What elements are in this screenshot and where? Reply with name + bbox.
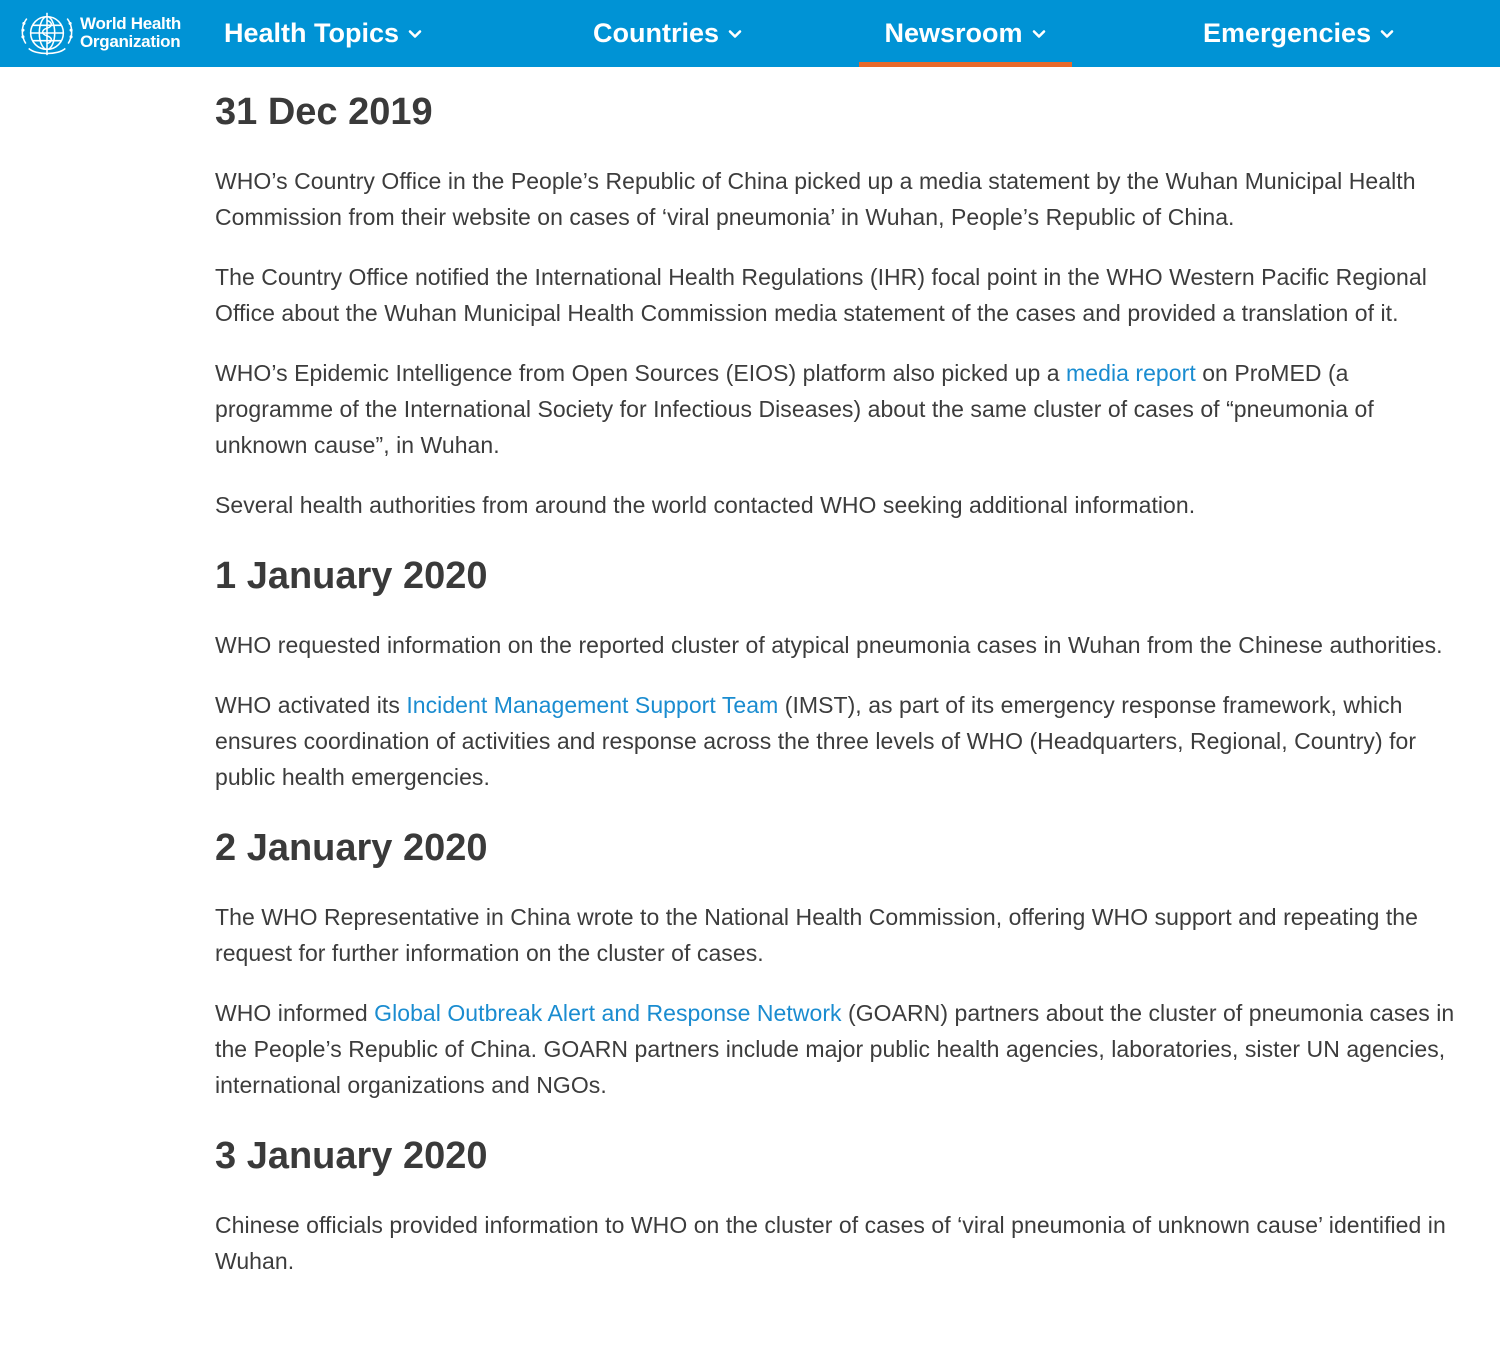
logo-line-1: World Health (80, 14, 181, 33)
nav-label: Emergencies (1203, 18, 1372, 48)
chevron-down-icon (407, 26, 423, 42)
article-body (215, 67, 1465, 1279)
chevron-down-icon (1379, 26, 1395, 42)
timeline-paragraph: WHO’s Country Office in the People’s Republic of China picked up a media statement by the Wuhan Municipal Health Commission from their website on cases of ‘viral pneumonia’ in Wuhan, People’s Republic of China. (215, 168, 1416, 230)
chevron-down-icon (727, 26, 743, 42)
timeline-date-heading: 1 January 2020 (215, 555, 488, 597)
nav-label: Newsroom (884, 18, 1023, 48)
who-emblem-icon (18, 7, 76, 59)
paragraph-text: WHO activated its (215, 692, 407, 718)
timeline-paragraph (215, 995, 1465, 1103)
paragraph-text: WHO informed (215, 1000, 375, 1026)
paragraph-text: (IMST), as part of its emergency response framework, which ensures coordination of activities and response across the three levels of WHO (Headquarters, Regional, Country) for public health emergencies. (215, 692, 1417, 790)
who-logo[interactable] (18, 6, 181, 60)
media-report-link[interactable]: media report (1066, 360, 1196, 386)
nav-label: Health Topics (224, 18, 400, 48)
nav-emergencies[interactable] (1203, 0, 1395, 67)
paragraph-text: WHO’s Epidemic Intelligence from Open Sources (EIOS) platform also picked up a (215, 360, 1067, 386)
imst-link[interactable]: Incident Management Support Team (406, 692, 779, 718)
nav-health-topics[interactable] (224, 0, 423, 67)
paragraph-text: (GOARN) partners about the cluster of pneumonia cases in the People’s Republic of China. GOARN partners include major public health agencies, laboratories, sister UN agencies, international organizations and NGOs. (215, 1000, 1455, 1098)
top-navigation-bar (0, 0, 1500, 67)
timeline-paragraph (215, 355, 1465, 463)
goarn-link[interactable]: Global Outbreak Alert and Response Network (374, 1000, 842, 1026)
timeline-date-heading: 3 January 2020 (215, 1135, 488, 1177)
chevron-down-icon (1031, 26, 1047, 42)
nav-label: Countries (593, 18, 720, 48)
nav-newsroom[interactable] (859, 0, 1072, 67)
timeline-paragraph: The WHO Representative in China wrote to the National Health Commission, offering WHO support and repeating the request for further information on the cluster of cases. (215, 904, 1418, 966)
timeline-date-heading: 2 January 2020 (215, 827, 488, 869)
timeline-paragraph: Several health authorities from around the world contacted WHO seeking additional information. (215, 492, 1196, 518)
timeline-paragraph: The Country Office notified the International Health Regulations (IHR) focal point in the WHO Western Pacific Regional Office about the Wuhan Municipal Health Commission media statement of the cases and provided a translation of it. (215, 264, 1427, 326)
timeline-paragraph: WHO requested information on the reported cluster of atypical pneumonia cases in Wuhan from the Chinese authorities. (215, 632, 1443, 658)
logo-line-2: Organization (80, 32, 181, 51)
timeline-paragraph: Chinese officials provided information to WHO on the cluster of cases of ‘viral pneumonia of unknown cause’ identified in Wuhan. (215, 1212, 1446, 1274)
nav-countries[interactable] (593, 0, 743, 67)
logo-wordmark (80, 15, 181, 51)
timeline-paragraph (215, 687, 1465, 795)
paragraph-text: on ProMED (a programme of the International Society for Infectious Diseases) about the same cluster of cases of “pneumonia of unknown cause”, in Wuhan. (215, 360, 1374, 458)
timeline-date-heading: 31 Dec 2019 (215, 91, 433, 133)
